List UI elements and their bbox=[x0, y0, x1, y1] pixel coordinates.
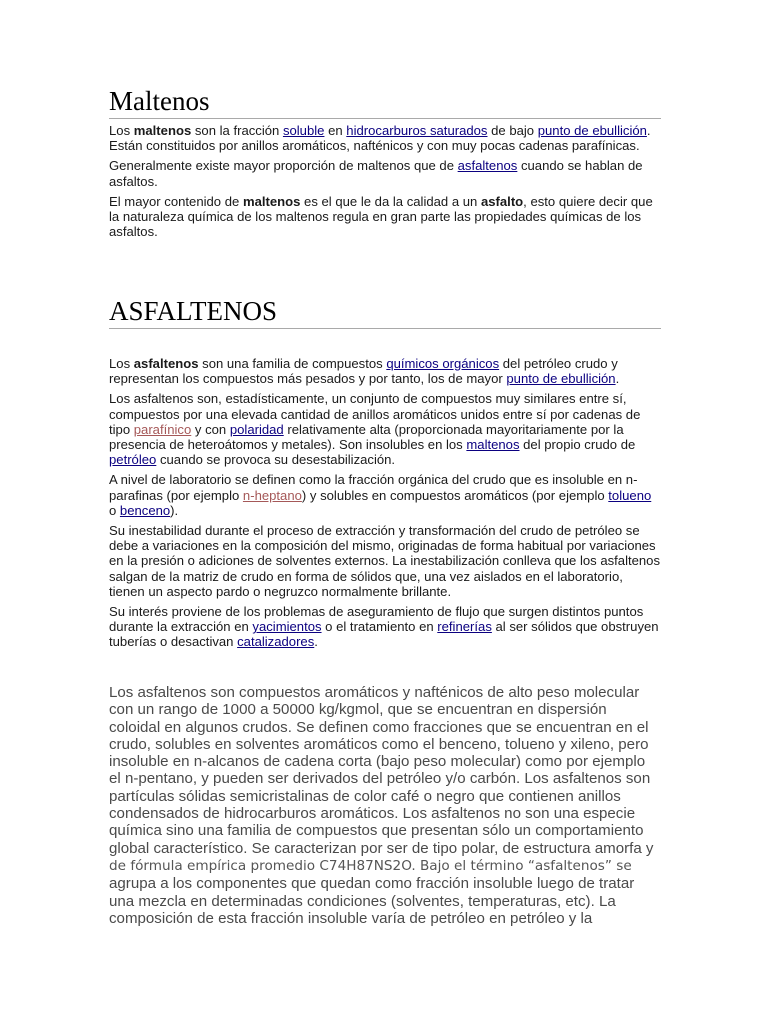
link-asfaltenos[interactable]: asfaltenos bbox=[457, 158, 518, 174]
asfaltenos-paragraph-5: Su interés proviene de los problemas de aseguramiento de flujo que surgen distintos puntos durante la extracción en yacimientos o el tratamiento en refinerías al ser sólidos que obstruyen tuberías o desactivan catalizadores. bbox=[109, 604, 659, 650]
link-quimicos-organicos[interactable]: químicos orgánicos bbox=[386, 356, 500, 371]
link-soluble[interactable]: soluble bbox=[282, 123, 325, 138]
asfaltenos-section-header bbox=[109, 296, 661, 329]
bold-term: asfaltenos bbox=[133, 356, 199, 371]
maltenos-heading: Maltenos bbox=[109, 86, 661, 119]
link-n-heptano[interactable]: n-heptano bbox=[242, 487, 302, 503]
bold-term: maltenos bbox=[242, 193, 301, 209]
link-benceno[interactable]: benceno bbox=[119, 502, 171, 518]
link-polaridad[interactable]: polaridad bbox=[229, 421, 284, 437]
link-yacimientos[interactable]: yacimientos bbox=[252, 619, 322, 635]
link-petroleo[interactable]: petróleo bbox=[109, 452, 157, 468]
link-tolueno[interactable]: tolueno bbox=[608, 487, 652, 503]
link-punto-de-ebullicion[interactable]: punto de ebullición bbox=[537, 123, 647, 138]
maltenos-paragraph-1: Los maltenos son la fracción soluble en hidrocarburos saturados de bajo punto de ebullición. Están constituidos por anillos aromáticos, nafténicos y con muy pocas cadenas parafínicas. bbox=[109, 123, 651, 154]
link-hidrocarburos-saturados[interactable]: hidrocarburos saturados bbox=[346, 123, 488, 138]
link-parafinico[interactable]: parafínico bbox=[133, 421, 192, 437]
link-refinerias[interactable]: refinerías bbox=[437, 619, 492, 635]
link-catalizadores[interactable]: catalizadores bbox=[237, 634, 315, 650]
maltenos-paragraph-3: El mayor contenido de maltenos es el que le da la calidad a un asfalto, esto quiere decir que la naturaleza química de los maltenos regula en gran parte las propiedades químicas de los asfaltos. bbox=[109, 193, 653, 240]
extra-paragraph: Los asfaltenos son compuestos aromáticos y nafténicos de alto peso molecular con un rango de 1000 a 50000 kg/kgmol, que se encuentran en dispersión coloidal en algunos crudos. Se definen como fracciones que se encuentran en el crudo, solubles en solventes aromáticos como el benceno, tolueno y xileno, pero insoluble en n-alcanos de cadena corta (bajo peso molecular) como por ejemplo el n-pentano, y pueden ser derivados del petróleo y/o carbón. Los asfaltenos son partículas sólidas semicristalinas de color café o negro que contienen anillos condensados de hidrocarburos aromáticos. Los asfaltenos no son una especie química sino una familia de compuestos que presentan sólo un comportamiento global característico. Se caracterizan por ser de tipo polar, de estructura amorfa y de fórmula empírica promedio C74H87NS2O. Bajo el término “asfaltenos” se agrupa a los componentes que quedan como fracción insoluble luego de tratar una mezcla en determinadas condiciones (solventes, temperaturas, etc). La composición de esta fracción insoluble varía de petróleo en petróleo y la bbox=[109, 684, 654, 927]
maltenos-section-header bbox=[109, 86, 661, 119]
asfaltenos-heading: ASFALTENOS bbox=[109, 296, 661, 329]
bold-term: asfalto bbox=[480, 193, 524, 209]
formula-line: de fórmula empírica promedio C74H87NS2O. Bajo el término “asfaltenos” se bbox=[109, 857, 632, 874]
maltenos-section-body bbox=[109, 123, 661, 244]
link-punto-de-ebullicion[interactable]: punto de ebullición bbox=[506, 371, 616, 387]
asfaltenos-paragraph-3: A nivel de laboratorio se definen como la fracción orgánica del crudo que es insoluble en n-parafinas (por ejemplo n-heptano) y solubles en compuestos aromáticos (por ejemplo tolueno o benceno). bbox=[109, 472, 652, 518]
asfaltenos-section-body bbox=[109, 356, 661, 655]
bold-term: maltenos bbox=[133, 123, 192, 138]
asfaltenos-paragraph-4: Su inestabilidad durante el proceso de extracción y transformación del crudo de petróleo se debe a variaciones en la composición del mismo, originadas de forma habitual por variaciones en la presión o adiciones de solventes externos. La inestabilización conlleva que los asfaltenos salgan de la matriz de crudo en forma de sólidos que, una vez aislados en el laboratorio, tienen un aspecto pardo o negruzco normalmente brillante. bbox=[109, 523, 661, 599]
asfaltenos-paragraph-1: Los asfaltenos son una familia de compuestos químicos orgánicos del petróleo crudo y representan los compuestos más pesados y por tanto, los de mayor punto de ebullición. bbox=[109, 356, 620, 387]
maltenos-paragraph-2: Generalmente existe mayor proporción de maltenos que de asfaltenos cuando se hablan de asfaltos. bbox=[109, 158, 643, 189]
asfaltenos-paragraph-2: Los asfaltenos son, estadísticamente, un conjunto de compuestos muy similares entre sí, compuestos por una elevada cantidad de anillos aromáticos unidos entre sí por cadenas de tipo parafínico y con polaridad relativamente alta (proporcionada mayoritariamente por la presencia de heteroátomos y metales). Son insolubles en los maltenos del propio crudo de petróleo cuando se provoca su desestabilización. bbox=[109, 391, 641, 468]
link-maltenos[interactable]: maltenos bbox=[466, 437, 520, 453]
